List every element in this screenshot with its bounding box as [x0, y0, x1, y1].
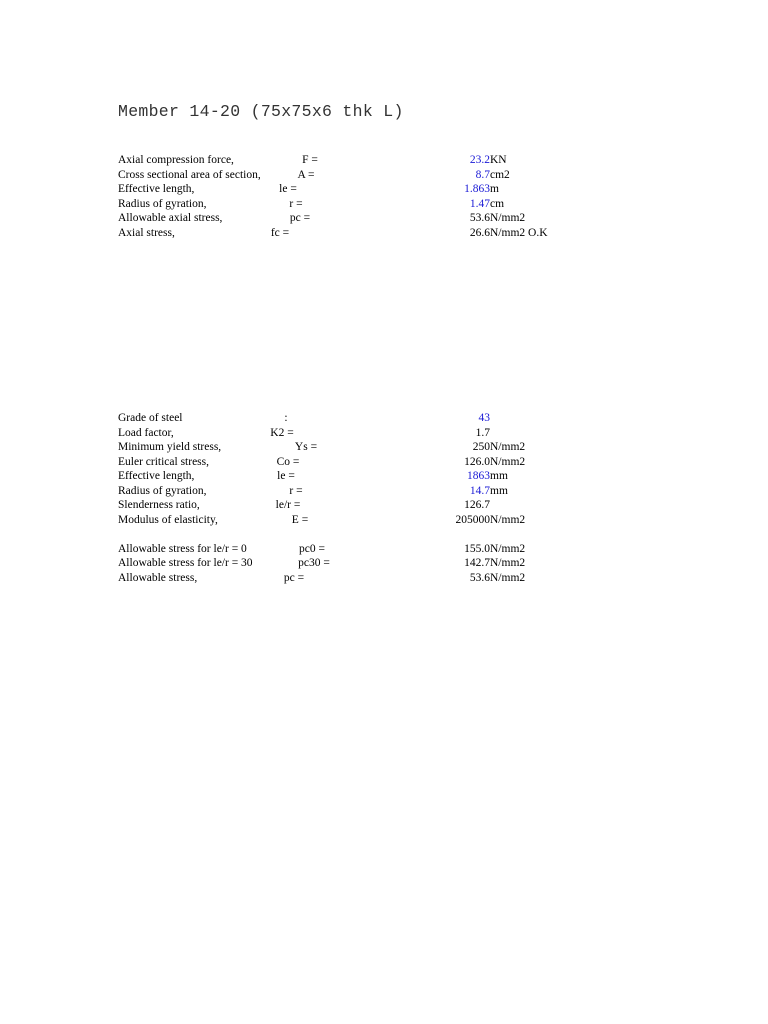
table-row [118, 153, 578, 168]
row-value: 250 [472, 441, 490, 453]
row-symbol: le = [279, 183, 297, 195]
row-value[interactable]: 1863 [467, 470, 490, 482]
table-row [118, 211, 578, 226]
row-label: Modulus of elasticity, [118, 513, 218, 526]
row-symbol: F = [302, 154, 318, 166]
table-row [118, 182, 578, 197]
row-unit: N/mm2 [490, 542, 526, 555]
row-unit: N/mm2 [490, 212, 526, 224]
row-label: Allowable stress for le/r = 0 [118, 542, 247, 555]
row-unit: N/mm2 [490, 455, 526, 468]
table-row [118, 168, 578, 183]
table-row [118, 469, 578, 484]
row-value: 53.6 [469, 212, 490, 224]
row-label: Radius of gyration, [118, 197, 207, 210]
row-unit: N/mm2 [490, 441, 526, 453]
allowable-stress-table [118, 411, 578, 585]
row-value[interactable]: 1.47 [469, 197, 490, 210]
row-symbol: E = [291, 513, 309, 526]
table-row [118, 226, 578, 241]
table-row [118, 542, 578, 557]
table-row [118, 426, 578, 441]
row-label: Slenderness ratio, [118, 499, 200, 511]
row-label: Euler critical stress, [118, 455, 210, 468]
row-label: Radius of gyration, [118, 484, 207, 497]
row-value: 155.0 [464, 542, 490, 555]
row-symbol: pc = [289, 212, 311, 224]
row-label: Effective length, [118, 183, 195, 195]
row-symbol: pc = [283, 571, 305, 584]
row-unit: cm [490, 197, 505, 210]
row-value: 53.6 [469, 571, 490, 584]
row-label: Allowable stress for le/r = 30 [118, 557, 253, 569]
row-label: Allowable stress, [118, 571, 198, 584]
row-symbol: le/r = [275, 499, 301, 511]
table-row [118, 455, 578, 470]
row-value: 205000 [455, 513, 490, 526]
row-unit: N/mm2 [490, 571, 526, 584]
table-row [118, 197, 578, 212]
table-row [118, 440, 578, 455]
row-symbol: Co = [276, 455, 300, 468]
row-symbol: pc30 = [298, 557, 330, 569]
row-symbol: le = [277, 470, 295, 482]
row-unit: N/mm2 [490, 513, 526, 526]
row-label: Load factor, [118, 426, 174, 439]
row-symbol: pc0 = [299, 542, 325, 555]
page-title: Member 14-20 (75x75x6 thk L) [118, 102, 404, 121]
row-value[interactable]: 1.863 [464, 183, 490, 195]
row-symbol: : [284, 412, 288, 424]
row-symbol: K2 = [270, 426, 294, 439]
row-value: 1.7 [475, 426, 490, 439]
table-row [118, 484, 578, 499]
table-row [118, 411, 578, 426]
row-value: 126.7 [464, 499, 490, 511]
row-symbol: A = [297, 168, 315, 181]
row-symbol: r = [289, 484, 303, 497]
row-unit: mm [490, 484, 508, 497]
row-unit: mm [490, 470, 508, 482]
table-row [118, 556, 578, 571]
row-value[interactable]: 43 [478, 412, 490, 424]
table-row [118, 513, 578, 528]
row-unit: N/mm2 O.K [490, 226, 548, 239]
row-label: Cross sectional area of section, [118, 168, 261, 181]
row-value: 126.0 [464, 455, 490, 468]
axial-check-table [118, 153, 578, 240]
row-value[interactable]: 23.2 [469, 154, 490, 166]
row-value[interactable]: 8.7 [475, 168, 490, 181]
row-unit: cm2 [490, 168, 510, 181]
row-label: Axial compression force, [118, 154, 234, 166]
row-label: Allowable axial stress, [118, 212, 223, 224]
row-value[interactable]: 14.7 [469, 484, 490, 497]
row-unit: KN [490, 154, 507, 166]
row-symbol: Ys = [294, 441, 318, 453]
row-unit: m [490, 183, 499, 195]
row-label: Grade of steel [118, 412, 183, 424]
row-value: 26.6 [469, 226, 490, 239]
row-label: Effective length, [118, 470, 195, 482]
table-row [118, 498, 578, 513]
row-unit: N/mm2 [490, 557, 526, 569]
row-symbol: r = [289, 197, 303, 210]
section-spacer [118, 527, 578, 542]
row-symbol: fc = [270, 226, 290, 239]
table-row [118, 571, 578, 586]
row-label: Minimum yield stress, [118, 441, 222, 453]
row-value: 142.7 [464, 557, 490, 569]
row-label: Axial stress, [118, 226, 175, 239]
